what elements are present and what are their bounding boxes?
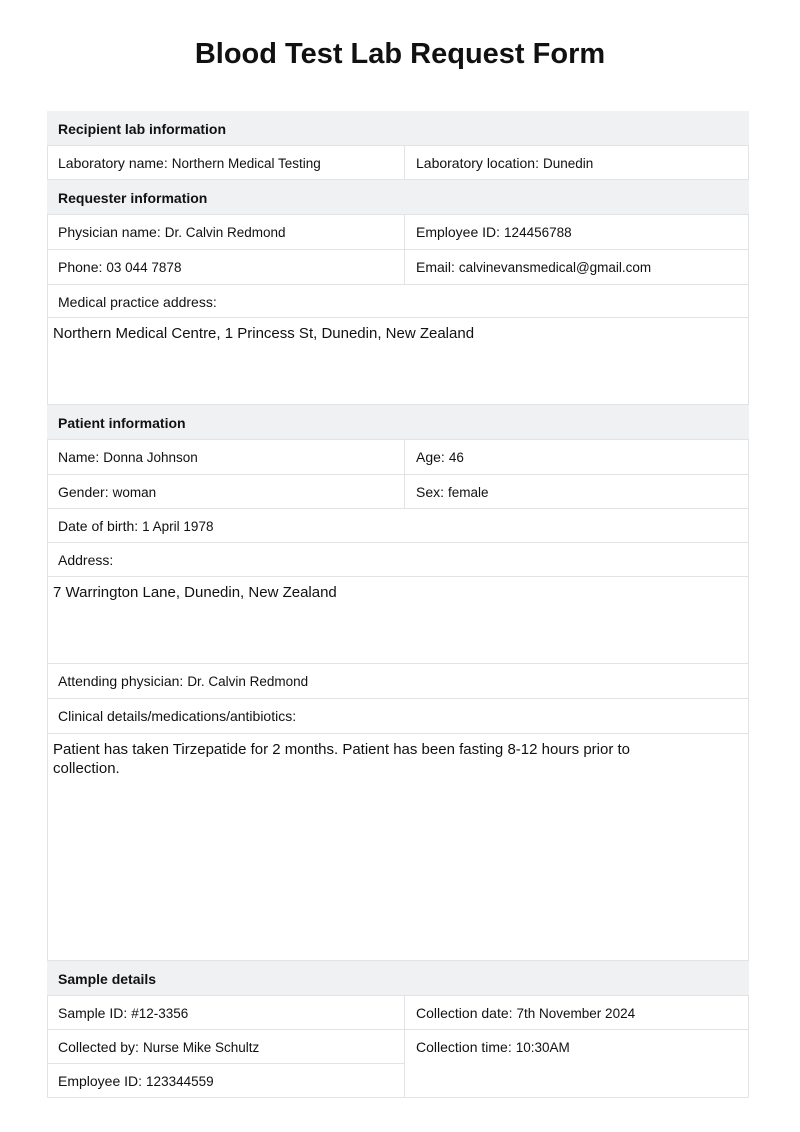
collection-time-value: 10:30AM (515, 1040, 570, 1055)
collected-by-label: Collected by: (58, 1039, 139, 1055)
email-field[interactable] (405, 250, 749, 284)
phone-label: Phone: (58, 259, 103, 275)
age-field[interactable] (405, 440, 749, 474)
practice-address-label: Medical practice address: (58, 294, 217, 310)
attending-value: Dr. Calvin Redmond (187, 674, 309, 689)
attending-label: Attending physician: (58, 673, 184, 689)
collected-by-value: Nurse Mike Schultz (142, 1040, 260, 1055)
patient-address-field[interactable]: 7 Warrington Lane, Dunedin, New Zealand (47, 577, 749, 664)
section-header-requester: Requester information (47, 180, 749, 215)
practice-address-field[interactable]: Northern Medical Centre, 1 Princess St, Dunedin, New Zealand (47, 318, 749, 405)
lab-location-label: Laboratory location: (416, 155, 539, 171)
email-value: calvinevansmedical@gmail.com (458, 260, 652, 275)
section-header-sample: Sample details (47, 961, 749, 996)
collected-by-field[interactable] (47, 1030, 405, 1064)
section-header-patient: Patient information (47, 405, 749, 440)
gender-value: woman (112, 485, 157, 500)
sex-value: female (448, 485, 489, 500)
clinical-label-row (47, 699, 749, 734)
lab-location-value: Dunedin (542, 156, 594, 171)
age-label: Age: (416, 449, 445, 465)
collection-time-field[interactable] (405, 1030, 749, 1098)
sex-label: Sex: (416, 484, 445, 500)
physician-row (47, 215, 749, 250)
dob-label: Date of birth: (58, 518, 139, 534)
collection-date-value: 7th November 2024 (516, 1006, 636, 1021)
sample-id-row (47, 996, 749, 1030)
physician-label: Physician name: (58, 224, 161, 240)
gender-row (47, 475, 749, 509)
physician-value: Dr. Calvin Redmond (164, 225, 286, 240)
sample-id-field[interactable] (47, 996, 405, 1029)
collection-rows (47, 1030, 749, 1098)
sex-field[interactable] (405, 475, 749, 508)
clinical-details-label: Clinical details/medications/antibiotics: (58, 708, 297, 724)
dob-field[interactable] (47, 509, 749, 542)
sample-id-value: #12-3356 (131, 1006, 189, 1021)
gender-label: Gender: (58, 484, 109, 500)
name-value: Donna Johnson (103, 450, 198, 465)
patient-address-label-row (47, 543, 749, 577)
collection-time-label: Collection time: (416, 1039, 512, 1055)
lab-name-value: Northern Medical Testing (171, 156, 321, 171)
lab-row (47, 146, 749, 180)
sample-id-label: Sample ID: (58, 1005, 128, 1021)
name-label: Name: (58, 449, 100, 465)
contact-row (47, 250, 749, 285)
employee-id-value: 124456788 (504, 225, 572, 240)
sample-employee-id-label: Employee ID: (58, 1073, 143, 1089)
patient-address-label: Address: (58, 552, 114, 568)
lab-location-field[interactable] (405, 146, 749, 179)
gender-field[interactable] (47, 475, 405, 508)
clinical-details-field[interactable]: Patient has taken Tirzepatide for 2 months. Patient has been fasting 8-12 hours prior to collection. (47, 734, 749, 961)
collection-date-label: Collection date: (416, 1005, 513, 1021)
patient-name-field[interactable] (47, 440, 405, 474)
attending-row (47, 664, 749, 699)
sample-employee-id-value: 123344559 (146, 1074, 214, 1089)
age-value: 46 (448, 450, 464, 465)
section-header-recipient: Recipient lab information (47, 111, 749, 146)
practice-address-label-row (47, 285, 749, 318)
form-title: Blood Test Lab Request Form (194, 38, 606, 70)
requester-employee-id-field[interactable] (405, 215, 749, 249)
attending-physician-field[interactable] (47, 664, 749, 698)
email-label: Email: (416, 259, 455, 275)
lab-name-label: Laboratory name: (58, 155, 168, 171)
lab-name-field[interactable] (47, 146, 405, 179)
dob-row (47, 509, 749, 543)
phone-field[interactable] (47, 250, 405, 284)
phone-value: 03 044 7878 (106, 260, 182, 275)
physician-field[interactable] (47, 215, 405, 249)
sample-employee-id-field[interactable] (47, 1064, 405, 1098)
dob-value: 1 April 1978 (142, 519, 214, 534)
collection-date-field[interactable] (405, 996, 749, 1029)
employee-id-label: Employee ID: (416, 224, 501, 240)
name-row (47, 440, 749, 475)
